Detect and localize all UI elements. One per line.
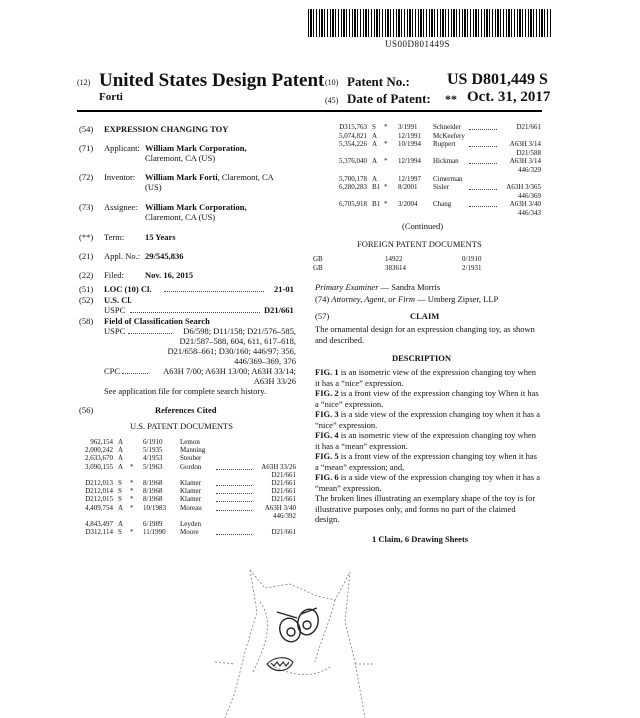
uspc-label: USPC xyxy=(104,305,126,315)
leader-dots xyxy=(469,189,497,190)
field-search-label: Field of Classification Search xyxy=(104,316,210,326)
fig-desc xyxy=(315,451,540,472)
fig-label: FIG. 4 xyxy=(315,430,339,440)
fig-text: is a front view of the expression changing toy when it has a “mean” expression; and, xyxy=(315,451,537,472)
code-45: (45) xyxy=(325,96,339,105)
inventor-country: (US) xyxy=(145,182,162,192)
ref-date: 8/1968 xyxy=(143,479,163,487)
description-title: DESCRIPTION xyxy=(392,353,452,363)
fig-desc xyxy=(315,388,540,409)
ref-kind: B1 xyxy=(372,200,381,209)
ref-number: 6,280,283 xyxy=(339,183,367,192)
ref-date: 5/1963 xyxy=(143,462,163,471)
ref-kind: A xyxy=(372,174,378,183)
ref-date: 12/1991 xyxy=(398,131,421,140)
fig-label: FIG. 6 xyxy=(315,472,339,482)
appl-number: 29/545,836 xyxy=(145,251,184,261)
ref-kind: S xyxy=(118,479,122,487)
ref-star: * xyxy=(130,479,134,487)
foreign-patent-documents-heading: FOREIGN PATENT DOCUMENTS xyxy=(357,239,482,249)
ref-date: 6/1989 xyxy=(143,520,163,528)
ref-date: 8/1968 xyxy=(143,495,163,504)
leader-dots xyxy=(216,485,252,486)
fig-text: is a side view of the expression changing toy when it has a “mean” expression. xyxy=(315,472,540,493)
ref-name: Klamer xyxy=(180,479,201,487)
ref-class: A63H 3/40 xyxy=(509,200,541,209)
ref-class: A63H 3/40 xyxy=(264,503,296,512)
ref-kind: S xyxy=(118,528,122,537)
ref-star: * xyxy=(130,503,134,512)
inventor-label: Inventor: xyxy=(104,172,136,182)
ref-kind: S xyxy=(118,495,122,504)
code-57: (57) xyxy=(315,311,330,321)
field-uspc-line: D6/598; D11/158; D21/576–585, xyxy=(183,326,296,336)
inventor-surname: Forti xyxy=(99,91,123,103)
foreign-country: GB xyxy=(313,255,323,263)
ref-date: 4/1953 xyxy=(143,454,163,463)
code-term: (**) xyxy=(79,232,94,242)
ref-number: 5,376,040 xyxy=(339,157,367,166)
ref-star: * xyxy=(384,200,388,209)
ref-star: * xyxy=(130,528,134,537)
ref-date: 11/1990 xyxy=(143,528,166,537)
ref-kind: A xyxy=(118,462,124,471)
code-58: (58) xyxy=(79,316,94,326)
ref-date: 12/1994 xyxy=(398,157,421,166)
field-cpc-label: CPC xyxy=(104,366,121,376)
ref-number: 2,000,242 xyxy=(85,446,113,455)
ref-name: Moreau xyxy=(180,503,202,512)
ref-date: 12/1997 xyxy=(398,174,421,183)
code-72: (72) xyxy=(79,172,94,182)
toy-eyes xyxy=(276,607,321,645)
ref-number: D315,763 xyxy=(339,123,367,131)
ref-date: 5/1935 xyxy=(143,446,163,455)
ref-date: 10/1994 xyxy=(398,140,421,149)
applicant-name: William Mark Corporation, xyxy=(145,143,247,153)
ref-name: McKeefery xyxy=(433,131,465,140)
claim-text: The ornamental design for an expression changing toy, as shown and described. xyxy=(315,324,535,345)
ref-class: D21/661 xyxy=(516,123,541,131)
ref-kind: A xyxy=(372,140,378,149)
ref-star: * xyxy=(130,495,134,504)
ref-name: Lemon xyxy=(180,438,200,446)
ref-date: 6/1910 xyxy=(143,438,163,446)
ref-number: 5,074,821 xyxy=(339,131,367,140)
foreign-date: 0/1910 xyxy=(462,255,482,263)
ref-number: D212,014 xyxy=(85,487,113,496)
search-history-note: See application file for complete search history. xyxy=(104,386,267,396)
ref-class: 446/392 xyxy=(273,511,296,520)
ref-kind: A xyxy=(118,503,124,512)
inventor-name: William Mark Forti xyxy=(145,172,218,182)
ref-name: Cimerman xyxy=(433,174,463,183)
ref-number: D312,114 xyxy=(85,528,113,537)
ref-kind: S xyxy=(372,123,376,131)
ref-kind: A xyxy=(372,157,378,166)
ref-number: 4,409,754 xyxy=(85,503,113,512)
patent-kind-title: United States Design Patent xyxy=(99,70,325,91)
ref-name: Sisler xyxy=(433,183,449,192)
foreign-date: 2/1931 xyxy=(462,264,482,272)
filed-date: Nov. 16, 2015 xyxy=(145,270,194,280)
leader-dots xyxy=(469,129,497,130)
ref-star: * xyxy=(130,462,134,471)
leader-dots xyxy=(216,510,252,511)
continued-note: (Continued) xyxy=(402,221,444,231)
fig-desc xyxy=(315,472,540,493)
ref-class: D21/661 xyxy=(271,495,296,504)
inventor-line xyxy=(145,172,274,183)
field-uspc-line: D21/587–588, 604, 611, 617–618, xyxy=(179,336,296,346)
assignee-place: Claremont, CA (US) xyxy=(145,212,216,222)
design-title: EXPRESSION CHANGING TOY xyxy=(104,124,229,134)
ref-number: 3,090,155 xyxy=(85,462,113,471)
uscl-label: U.S. Cl. xyxy=(104,295,132,305)
code-73: (73) xyxy=(79,202,94,212)
references-cited-title: References Cited xyxy=(155,405,217,415)
applicant-place: Claremont, CA (US) xyxy=(145,153,216,163)
ref-name: Steuber xyxy=(180,454,202,463)
ref-class: 446/343 xyxy=(518,209,541,217)
ref-number: D212,015 xyxy=(85,495,113,504)
ref-name: Hickman xyxy=(433,157,459,166)
ref-star: * xyxy=(384,183,388,192)
left-pupil xyxy=(287,628,295,636)
ref-name: Klamer xyxy=(180,495,201,504)
barcode-number: US00D801449S xyxy=(385,39,451,49)
fig-label: FIG. 3 xyxy=(315,409,339,419)
fig-label: FIG. 1 xyxy=(315,367,339,377)
code-51: (51) xyxy=(79,284,94,294)
leader-dots xyxy=(469,206,497,207)
code-22: (22) xyxy=(79,270,94,280)
ref-class: 446/329 xyxy=(518,166,541,174)
ref-kind: A xyxy=(118,446,124,455)
code-52: (52) xyxy=(79,295,94,305)
code-56: (56) xyxy=(79,405,94,415)
fig-label: FIG. 2 xyxy=(315,388,339,398)
field-cpc-line: A63H 33/26 xyxy=(253,376,296,386)
leader-dots xyxy=(128,333,172,334)
examiner-line xyxy=(315,282,440,293)
ref-star: * xyxy=(384,157,388,166)
ref-class: A63H 3/14 xyxy=(509,157,541,166)
field-uspc-label: USPC xyxy=(104,326,126,336)
ref-class: D21/588 xyxy=(516,148,541,157)
inventor-city: , Claremont, CA xyxy=(217,172,274,182)
ref-kind: A xyxy=(118,454,124,463)
code-71: (71) xyxy=(79,143,94,153)
ref-name: Klamer xyxy=(180,487,201,496)
loc-value: 21-01 xyxy=(274,284,294,294)
foreign-country: GB xyxy=(313,264,323,272)
assignee-name: William Mark Corporation, xyxy=(145,202,247,212)
ref-class: D21/661 xyxy=(271,528,296,537)
figure-descriptions xyxy=(315,367,540,525)
code-12: (12) xyxy=(77,78,91,87)
fig-desc xyxy=(315,409,540,430)
leader-dots xyxy=(216,534,252,535)
ref-number: D212,013 xyxy=(85,479,113,487)
ref-number: 962,154 xyxy=(90,438,113,446)
field-uspc-line: 446/369–369, 376 xyxy=(234,356,296,366)
ref-number: 6,705,918 xyxy=(339,200,367,209)
ref-date: 8/2001 xyxy=(398,183,418,192)
left-eyebrow xyxy=(277,612,297,618)
ref-name: Leyden xyxy=(180,520,201,528)
ref-name: Gordon xyxy=(180,462,202,471)
ref-name: Moore xyxy=(180,528,199,537)
date-label: Date of Patent: xyxy=(347,91,431,106)
attorney-label: Attorney, Agent, or Firm xyxy=(331,294,415,304)
term-value: 15 Years xyxy=(145,232,176,242)
ref-name: Ruppert xyxy=(433,140,456,149)
leader-dots xyxy=(469,163,497,164)
fig-text: is an isometric view of the expression changing toy when it has a “mean” expression. xyxy=(315,430,536,451)
ref-number: 5,700,178 xyxy=(339,174,367,183)
date-marker: ** xyxy=(445,92,457,106)
loc-label: LOC (10) Cl. xyxy=(104,284,152,294)
uspc-value: D21/661 xyxy=(264,305,294,315)
ref-date: 8/1968 xyxy=(143,487,163,496)
header-rule xyxy=(77,110,542,112)
ref-class: A63H 33/26 xyxy=(261,462,296,471)
claims-sheets-count: 1 Claim, 6 Drawing Sheets xyxy=(372,534,469,544)
ref-name: Chang xyxy=(433,200,452,209)
code-10: (10) xyxy=(325,78,339,87)
ref-date: 3/2004 xyxy=(398,200,418,209)
toy-outline-dashed xyxy=(215,570,375,718)
patent-number: US D801,449 S xyxy=(447,71,548,88)
code-21: (21) xyxy=(79,251,94,261)
ref-name: Schneider xyxy=(433,123,461,131)
ref-number: 5,354,226 xyxy=(339,140,367,149)
ref-class: A63H 3/365 xyxy=(506,183,541,192)
right-pupil xyxy=(303,621,311,629)
ref-class: 446/369 xyxy=(518,191,541,200)
examiner-label: Primary Examiner xyxy=(315,282,379,292)
fig-label: FIG. 5 xyxy=(315,451,339,461)
ref-kind: B1 xyxy=(372,183,381,192)
attorney-line xyxy=(315,294,498,305)
ref-number: 2,633,670 xyxy=(85,454,113,463)
ref-class: A63H 3/14 xyxy=(509,140,541,149)
claim-title: CLAIM xyxy=(410,311,440,321)
ref-kind: A xyxy=(372,131,378,140)
foreign-number: 383614 xyxy=(385,264,406,272)
leader-dots xyxy=(216,493,252,494)
filed-label: Filed: xyxy=(104,270,124,280)
fig-desc xyxy=(315,367,540,388)
ref-star: * xyxy=(384,140,388,149)
appl-label: Appl. No.: xyxy=(104,251,141,261)
fig-text: is an isometric view of the expression changing toy when it has a “nice” expression. xyxy=(315,367,536,388)
term-label: Term: xyxy=(104,232,125,242)
leader-dots xyxy=(216,469,252,470)
foreign-number: 14922 xyxy=(385,255,403,263)
ref-class: D21/661 xyxy=(271,470,296,479)
leader-dots xyxy=(216,501,252,502)
ref-kind: S xyxy=(118,487,122,496)
ref-kind: A xyxy=(118,520,124,528)
broken-lines-note: The broken lines illustrating an exemplary shape of the toy is for illustrative purposes only, and forms no part of the claimed design. xyxy=(315,493,536,524)
leader-dots xyxy=(469,146,497,147)
code-54: (54) xyxy=(79,124,94,134)
patent-date: Oct. 31, 2017 xyxy=(467,89,551,105)
ref-star: * xyxy=(384,123,388,131)
attorney-name: — Umberg Zipser, LLP xyxy=(414,294,499,304)
leader-dots xyxy=(164,291,264,292)
applicant-label: Applicant: xyxy=(104,143,140,153)
ref-date: 10/1983 xyxy=(143,503,166,512)
us-patent-documents-heading: U.S. PATENT DOCUMENTS xyxy=(130,421,233,431)
fig-text: is a front view of the expression changing toy When it has a “nice” expression. xyxy=(315,388,539,409)
field-uspc-line: D21/658–661; D30/160; 446/97; 356, xyxy=(167,346,296,356)
ref-date: 3/1991 xyxy=(398,123,418,131)
ref-name: Manning xyxy=(180,446,206,455)
fig-desc xyxy=(315,430,540,451)
ref-class: D21/661 xyxy=(271,479,296,487)
leader-dots xyxy=(122,373,148,374)
ref-star: * xyxy=(130,487,134,496)
examiner-name: — Sandra Morris xyxy=(378,282,441,292)
leader-dots xyxy=(130,312,260,313)
code-74: (74) xyxy=(315,294,330,304)
ref-class: D21/661 xyxy=(271,487,296,496)
ref-number: 4,843,497 xyxy=(85,520,113,528)
toy-drawing xyxy=(205,552,405,718)
toy-mouth xyxy=(267,658,293,671)
assignee-label: Assignee: xyxy=(104,202,138,212)
fig-text: is a side view of the expression changing toy when it has a “nice” expression. xyxy=(315,409,540,430)
ref-kind: A xyxy=(118,438,124,446)
barcode xyxy=(308,9,552,37)
field-cpc-line: A63H 7/00; A63H 13/00; A63H 33/14; xyxy=(163,366,296,376)
patent-no-label: Patent No.: xyxy=(347,74,410,89)
